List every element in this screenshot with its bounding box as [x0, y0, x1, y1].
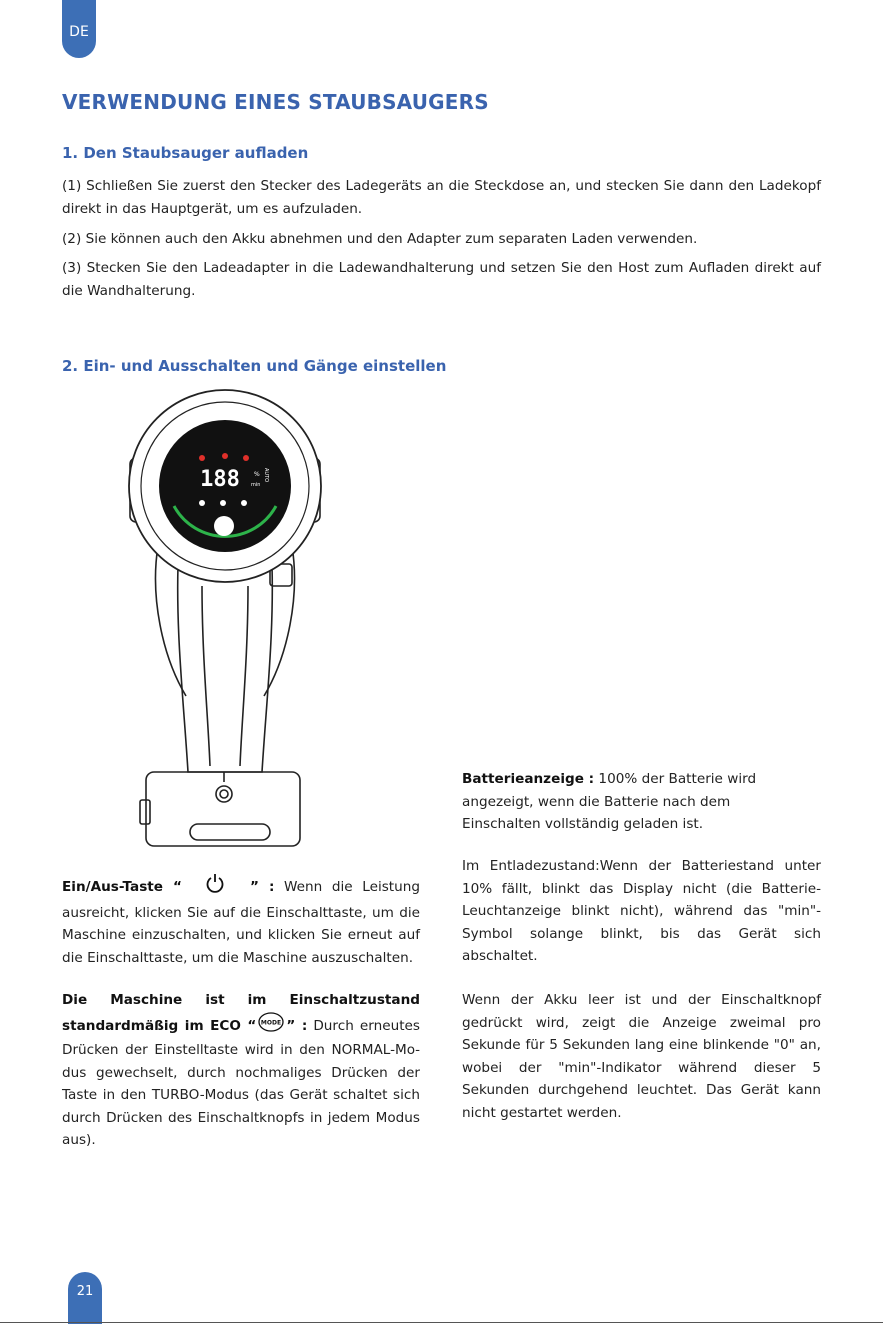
discharge-paragraph: Im Entladezustand:Wenn der Batteriestand unter 10% fällt, blinkt das Display nicht (die Batterie-Leuchtanzeige blinkt nicht), während das "min"-Symbol solange blinkt, bis das Gerät sich abschaltet.	[462, 858, 821, 964]
page-number-tab	[68, 1272, 102, 1324]
mode-icon-text: MODE	[261, 1019, 282, 1026]
battery-label: Batterieanzeige :	[462, 771, 595, 787]
empty-battery-paragraph: Wenn der Akku leer ist und der Einschaltknopf gedrückt wird, zeigt die Anzeige zweimal pro Sekunde für 5 Sekunden lang eine blinkende "0" an, wobei der "min"-Indikator während dieser 5 Sekunden durchgehend leuchtet. Das Gerät kann nicht gestartet werden.	[462, 992, 821, 1121]
power-description: Wenn die Leistung ausreicht, klicken Sie auf die Einschalttaste, um die Maschine einzuschalten, und klicken Sie erneut auf die Einschalttaste, um die Maschine auszuschalten.	[62, 878, 420, 966]
power-label-end: ” :	[249, 878, 275, 895]
language-code: DE	[69, 24, 89, 40]
mode-button[interactable]	[214, 516, 234, 536]
power-button-paragraph	[62, 872, 420, 969]
mode-label-end: ” :	[286, 1017, 308, 1034]
display-digits: 188	[200, 467, 240, 492]
bottom-divider	[0, 1322, 883, 1323]
section1-paragraph-2: (2) Sie können auch den Akku abnehmen und den Adapter zum separaten Laden verwenden.	[62, 231, 698, 247]
section1-paragraph-3: (3) Stecken Sie den Ladeadapter in die Ladewandhalterung und setzen Sie den Host zum Aufladen direkt auf die Wandhalterung.	[62, 260, 821, 299]
mode-button-paragraph	[62, 989, 420, 1152]
display-min: min	[251, 482, 261, 488]
battery-description: 100% der Batterie wird angezeigt, wenn die Batterie nach dem Einschalten vollständig geladen ist.	[462, 771, 757, 832]
mode-label: Die Maschine ist im Einschaltzustand standardmäßig im ECO “	[62, 992, 420, 1034]
display-percent: %	[254, 471, 260, 478]
section1-paragraph-1: (1) Schließen Sie zuerst den Stecker des Ladegeräts an die Steckdose an, und stecken Sie dann den Ladekopf direkt in das Hauptgerät, um es aufzuladen.	[62, 178, 821, 217]
mode-icon	[258, 1012, 284, 1040]
language-tab	[62, 0, 96, 58]
section1-heading: 1. Den Staubsauger aufladen	[62, 144, 309, 162]
power-icon	[204, 872, 226, 902]
mode-description: Durch erneutes Drücken der Einstelltaste wird in den NORMAL-Modus gewechselt, durch nochmaliges Drücken der Taste in den TURBO-Modus (das Gerät schaltet sich durch Drücken des Einschaltknopfs in jedem Modus aus).	[62, 1017, 420, 1148]
page-title: VERWENDUNG EINES STAUBSAUGERS	[62, 90, 489, 114]
page-number: 21	[76, 1284, 94, 1299]
power-label: Ein/Aus-Taste “	[62, 878, 182, 895]
battery-indicator-paragraph	[462, 768, 762, 836]
vacuum-handle-illustration	[110, 376, 340, 852]
display-auto: AUTO	[263, 468, 269, 483]
section2-heading: 2. Ein- und Ausschalten und Gänge einstellen	[62, 357, 447, 375]
